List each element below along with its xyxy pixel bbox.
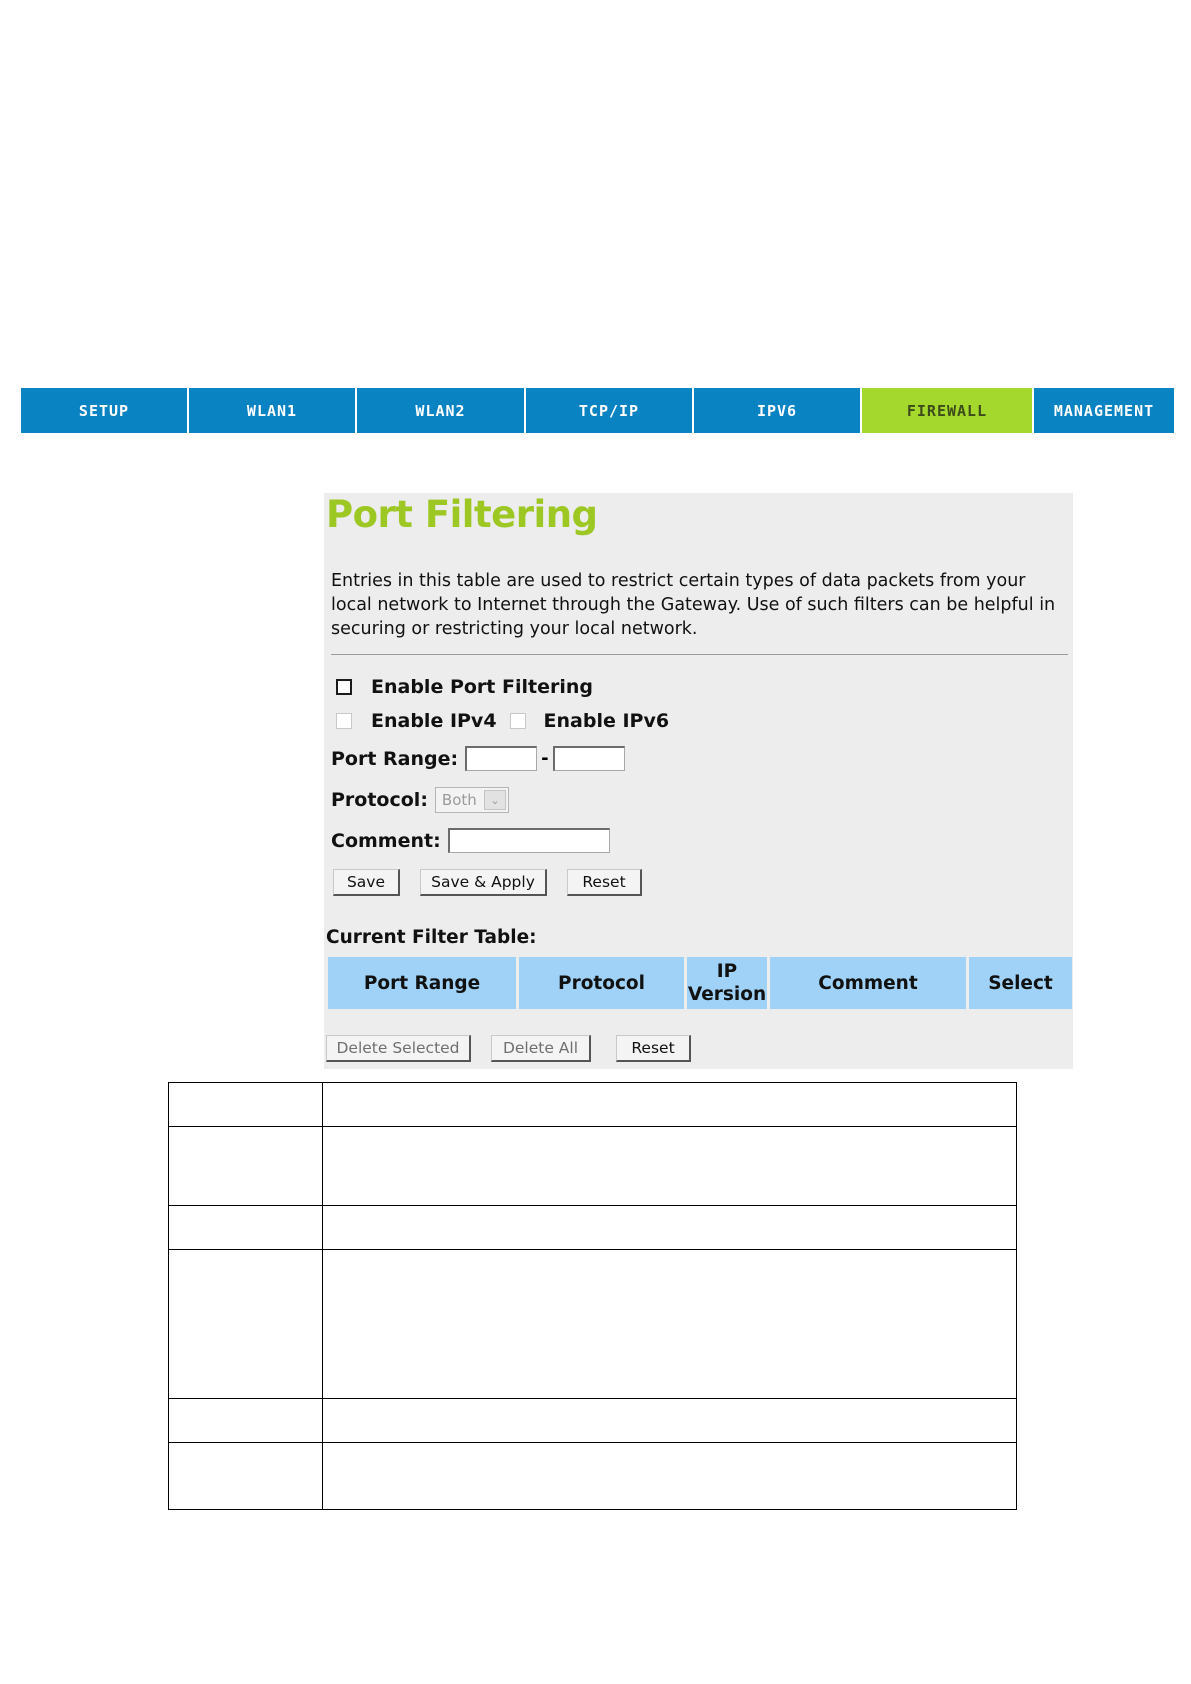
comment-row <box>331 828 610 853</box>
table-row <box>169 1250 1017 1399</box>
reset-button[interactable]: Reset <box>567 869 642 896</box>
enable-ipv4-checkbox[interactable] <box>336 713 352 729</box>
protocol-selected-value: Both <box>441 791 477 809</box>
page-title: Port Filtering <box>326 493 598 536</box>
enable-port-filtering-row <box>336 676 593 698</box>
column-comment: Comment <box>770 957 969 1009</box>
port-range-to-input[interactable] <box>553 746 625 771</box>
protocol-select[interactable] <box>435 787 509 813</box>
table-reset-button[interactable]: Reset <box>616 1035 691 1062</box>
table-row <box>169 1083 1017 1127</box>
filter-table-title: Current Filter Table: <box>326 927 537 948</box>
column-ip-version: IP Version <box>687 957 770 1009</box>
comment-input[interactable] <box>448 828 610 853</box>
chevron-down-icon: ⌄ <box>484 790 506 810</box>
enable-port-filtering-label: Enable Port Filtering <box>371 676 593 698</box>
description-table <box>168 1082 1017 1510</box>
protocol-row <box>331 787 509 813</box>
enable-ipv6-checkbox[interactable] <box>510 713 526 729</box>
port-range-row <box>331 746 625 771</box>
save-button[interactable]: Save <box>333 869 400 896</box>
enable-ipv6-label: Enable IPv6 <box>543 710 670 732</box>
port-range-separator: - <box>541 748 549 769</box>
table-row <box>169 1399 1017 1443</box>
ip-version-row <box>336 710 669 732</box>
tab-wlan2[interactable]: WLAN2 <box>357 388 526 433</box>
column-select: Select <box>969 957 1072 1009</box>
table-action-buttons <box>326 1035 691 1062</box>
enable-port-filtering-checkbox[interactable] <box>336 679 352 695</box>
tab-management[interactable]: MANAGEMENT <box>1034 388 1174 433</box>
tab-ipv6[interactable]: IPV6 <box>694 388 862 433</box>
comment-label: Comment: <box>331 829 441 852</box>
tab-wlan1[interactable]: WLAN1 <box>189 388 357 433</box>
column-port-range: Port Range <box>328 957 519 1009</box>
main-nav <box>21 388 1174 433</box>
enable-ipv4-label: Enable IPv4 <box>371 710 497 732</box>
intro-text: Entries in this table are used to restrict certain types of data packets from your local network to Internet through the Gateway. Use of such filters can be helpful in securing or restricting your local network. <box>331 571 1056 639</box>
tab-tcp-ip[interactable]: TCP/IP <box>526 388 694 433</box>
protocol-label: Protocol: <box>331 789 428 811</box>
port-range-from-input[interactable] <box>465 746 537 771</box>
delete-selected-button[interactable]: Delete Selected <box>326 1035 471 1062</box>
form-buttons <box>333 869 642 896</box>
table-row <box>169 1443 1017 1510</box>
table-row <box>169 1127 1017 1206</box>
port-filtering-panel <box>324 493 1073 1069</box>
column-protocol: Protocol <box>519 957 687 1009</box>
filter-table-header <box>328 957 1072 1009</box>
tab-firewall[interactable]: FIREWALL <box>862 388 1034 433</box>
delete-all-button[interactable]: Delete All <box>491 1035 591 1062</box>
table-row <box>169 1206 1017 1250</box>
tab-setup[interactable]: SETUP <box>21 388 189 433</box>
port-range-label: Port Range: <box>331 747 459 770</box>
save-apply-button[interactable]: Save & Apply <box>420 869 547 896</box>
divider <box>331 654 1068 655</box>
